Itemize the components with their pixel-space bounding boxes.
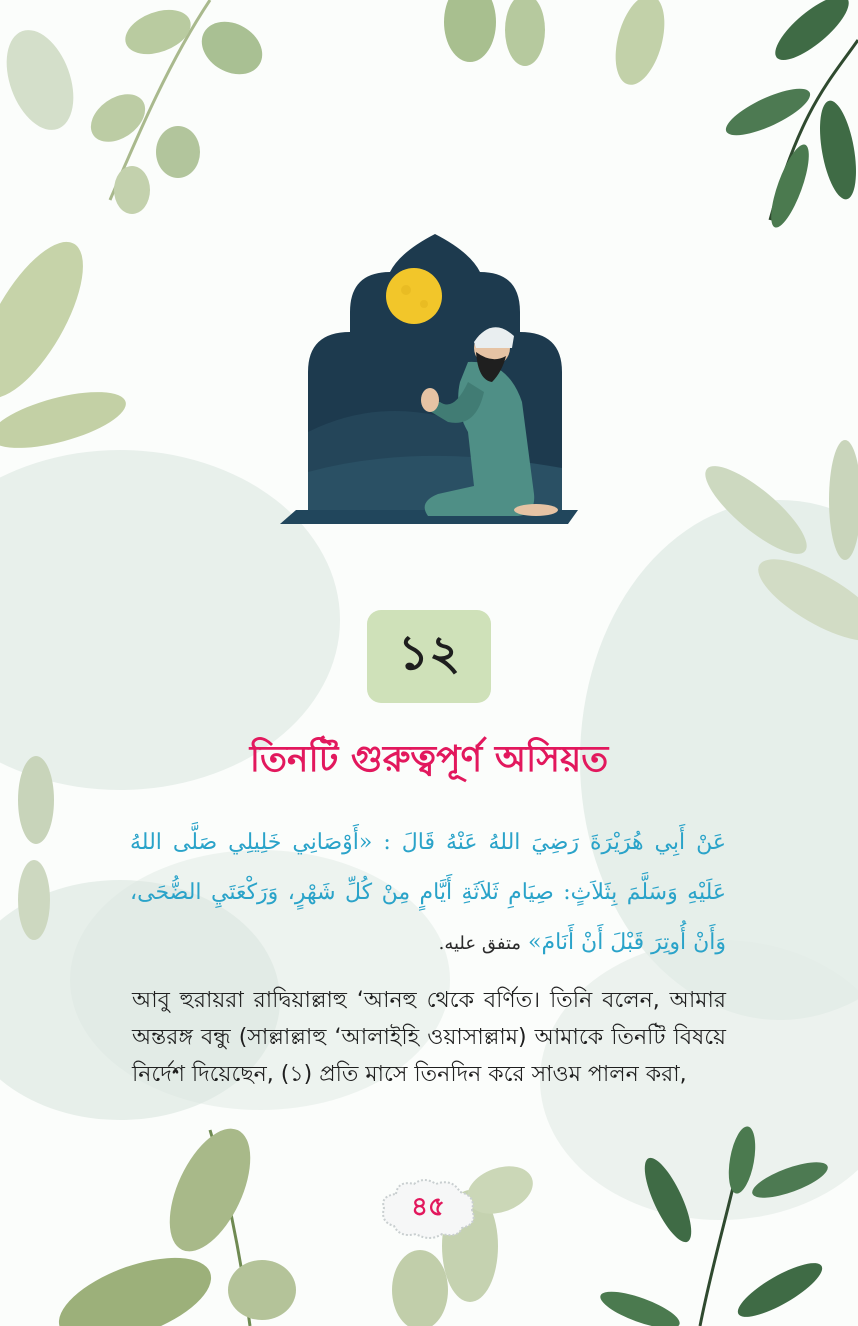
hadith-arabic: عَنْ أَبِي هُرَيْرَةَ رَضِيَ اللهُ عَنْهُ قَالَ : «أَوْصَانِي خَلِيلِي صَلَّى اللهُ عَلَيْهِ وَسَلَّمَ بِثَلاَثٍ: صِيَامِ ثَلاَثَةِ أَيَّامٍ مِنْ كُلِّ شَهْرٍ، وَرَكْعَتَيِ الضُّحَى، وَأَنْ أُوتِرَ قَبْلَ أَنْ أَنَامَ»	[130, 830, 726, 955]
hadith-arabic-text	[130, 818, 726, 969]
praying-man-illustration	[278, 232, 580, 528]
hadith-reference: متفق عليه.	[438, 933, 522, 954]
hadith-translation: আবু হুরায়রা রাদ্বিয়াল্লাহু ‘আনহু থেকে বর্ণিত। তিনি বলেন, আমার অন্তরঙ্গ বন্ধু (সাল্লাল্লাহু ‘আলাইহি ওয়াসাল্লাম) আমাকে তিনটি বিষয়ে নির্দেশ দিয়েছেন, (১) প্রতি মাসে তিনদিন করে সাওম পালন করা,	[132, 988, 726, 1087]
chapter-number: ১২	[397, 625, 461, 681]
chapter-number-badge	[367, 610, 491, 703]
chapter-title: তিনটি গুরুত্বপূর্ণ অসিয়ত	[249, 739, 609, 780]
page-number: ৪৫	[411, 1192, 445, 1222]
